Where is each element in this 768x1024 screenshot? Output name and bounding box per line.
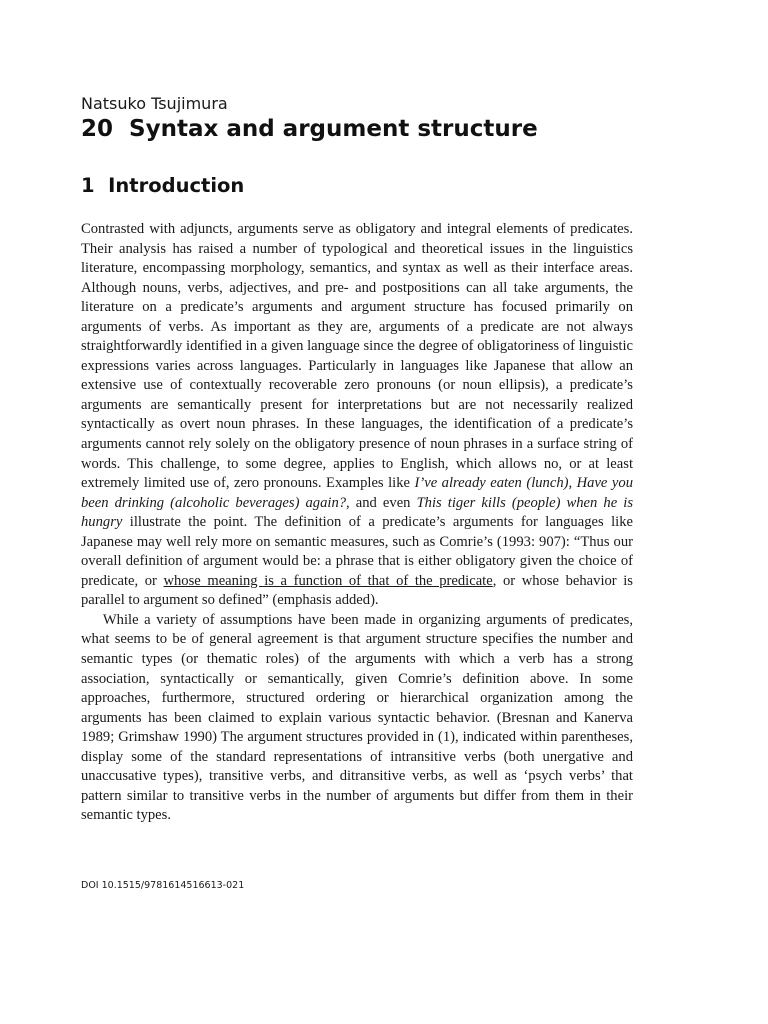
paragraph-1 [81, 220, 633, 611]
paragraph-1-part-2: , and even [346, 494, 417, 511]
section-number: 1 [81, 174, 95, 197]
emphasized-quote: whose meaning is a function of that of the predicate [163, 572, 493, 589]
section-title-text: Introduction [108, 174, 245, 197]
body-text [81, 220, 633, 826]
paragraph-1-part-4: , or whose behavior is parallel to argument so defined” (emphasis added). [81, 572, 633, 609]
paragraph-2: While a variety of assumptions have been made in organizing arguments of predicates, what seems to be of general agreement is that argument structure specifies the number and semantic types (or thematic roles) of the arguments with which a verb has a strong association, syntactically or semantically, given Comrie’s definition above. In some approaches, furthermore, structured ordering or hierarchical organization among the arguments has been claimed to explain various syntactic behavior. (Bresnan and Kanerva 1989; Grimshaw 1990) The argument structures provided in (1), indicated within parentheses, display some of the standard representations of intransitive verbs (both unergative and unaccusative types), transitive verbs, and ditransitive verbs, as well as ‘psych verbs’ that pattern similar to transitive verbs in the number of arguments but differ from them in their semantic types. [81, 611, 633, 824]
doi-footer: DOI 10.1515/9781614516613-021 [81, 880, 245, 891]
example-sentences-1: I’ve already eaten (lunch), Have you been drinking (alcoholic beverages) again? [81, 475, 633, 511]
author-name: Natsuko Tsujimura [81, 94, 228, 113]
chapter-title [81, 116, 538, 142]
paragraph-1-part-1: Contrasted with adjuncts, arguments serve as obligatory and integral elements of predicates. Their analysis has raised a number of typological and theoretical issues in the linguistics literature, encompassing morphology, semantics, and syntax as well as their interface areas. Although nouns, verbs, adjectives, and pre- and postpositions can all take arguments, the literature on a predicate’s arguments and argument structure has focused primarily on arguments of verbs. As important as they are, arguments of a predicate are not always straightforwardly identified in a given language since the degree of obligatoriness of linguistic expressions varies across languages. Particularly in languages like Japanese that allow an extensive use of contextually recoverable zero pronouns (or noun ellipsis), a predicate’s arguments are semantically present for interpretations but are not necessarily realized syntactically as overt noun phrases. In these languages, the identification of a predicate’s arguments cannot rely solely on the obligatory presence of noun phrases in a surface string of words. This challenge, to some degree, applies to English, which allows no, or at least extremely limited use of, zero pronouns. Examples like [81, 221, 633, 492]
example-sentence-2: This tiger kills (people) when he is hungry [81, 494, 633, 531]
chapter-title-text: Syntax and argument structure [129, 116, 538, 142]
paragraph-1-part-3: illustrate the point. The definition of a predicate’s arguments for languages like Japanese may well rely more on semantic measures, such as Comrie’s (1993: 907): “Thus our overall definition of argument would be: a phrase that is either obligatory given the choice of predicate, or [81, 514, 633, 589]
chapter-number: 20 [81, 116, 114, 142]
section-heading [81, 174, 244, 197]
